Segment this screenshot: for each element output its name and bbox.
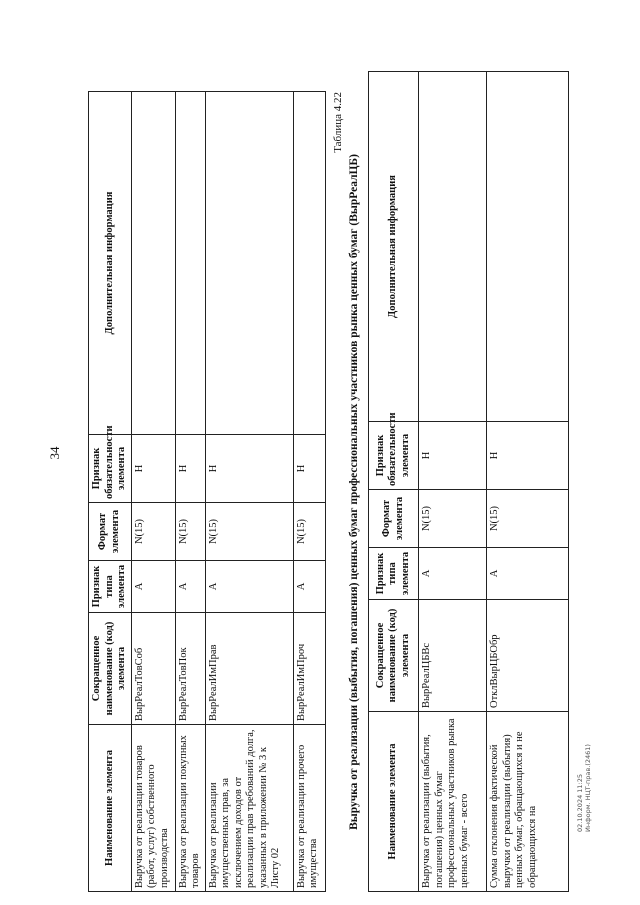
cell-type: А [419,548,487,600]
table-header-row [89,92,132,892]
cell-code: ВырРеалИмПрав [205,613,293,725]
header-code: Сокращенное наименование (код) элемента [369,600,419,712]
header-info: Дополнительная информация [89,92,132,435]
cell-required: Н [175,435,205,503]
cell-info [293,92,325,435]
cell-info [205,92,293,435]
cell-name: Сумма отклонения фактической выручки от реализации (выбытия) ценных бумаг, обращающихся и не обращающихся на [487,712,569,892]
table-row [293,92,325,892]
table-row [487,72,569,892]
cell-info [131,92,175,435]
header-format: Формат элемента [369,490,419,548]
cell-code: ВырРеалТовПок [175,613,205,725]
page-number: 34 [47,446,62,460]
table-number: Таблица 4.22 [332,92,344,153]
cell-format: N(15) [293,503,325,561]
header-format: Формат элемента [89,503,132,561]
table-elements-2 [368,71,569,892]
header-type: Признак типа элемента [369,548,419,600]
cell-format: N(15) [419,490,487,548]
cell-required: Н [487,422,569,490]
cell-type: А [175,561,205,613]
cell-name: Выручка от реализации прочего имущества [293,725,325,892]
cell-format: N(15) [205,503,293,561]
table-row [419,72,487,892]
cell-type: А [205,561,293,613]
stamp-line-1: 02.10.2024 11:25 [576,773,584,832]
cell-type: А [131,561,175,613]
cell-code: ВырРеалТовСоб [131,613,175,725]
header-code: Сокращенное наименование (код) элемента [89,613,132,725]
cell-info [487,72,569,422]
cell-required: Н [293,435,325,503]
cell-type: А [293,561,325,613]
header-name: Наименование элемента [89,725,132,892]
cell-name: Выручка от реализации имущественных прав, за исключением доходов от реализации прав требований долга, указанных в приложении № 3 к Листу 02 [205,725,293,892]
cell-name: Выручка от реализации товаров (работ, услуг) собственного производства [131,725,175,892]
stamp-line-2: Информ. НЦТ-прав.(2461) [584,744,592,832]
cell-required: Н [131,435,175,503]
cell-code: ОтклВырЦБОбр [487,600,569,712]
table-elements-1 [88,91,326,892]
table-row [205,92,293,892]
table-row [131,92,175,892]
table-row [175,92,205,892]
cell-type: А [487,548,569,600]
cell-info [419,72,487,422]
cell-format: N(15) [131,503,175,561]
document-stamp [576,744,592,832]
cell-name: Выручка от реализации покупных товаров [175,725,205,892]
cell-required: Н [205,435,293,503]
table-header-row [369,72,419,892]
cell-format: N(15) [175,503,205,561]
cell-format: N(15) [487,490,569,548]
table-title: Выручка от реализации (выбытия, погашения) ценных бумаг профессиональных участников рынка ценных бумаг (ВырРеалЦБ) [348,154,360,830]
cell-name: Выручка от реализации (выбытия, погашения) ценных бумаг профессиональных участников рынка ценных бумаг - всего [419,712,487,892]
cell-required: Н [419,422,487,490]
header-name: Наименование элемента [369,712,419,892]
header-info: Дополнительная информация [369,72,419,422]
header-required: Признак обязательности элемента [369,422,419,490]
cell-code: ВырРеалИмПроч [293,613,325,725]
header-required: Признак обязательности элемента [89,435,132,503]
cell-code: ВырРеалЦБВс [419,600,487,712]
cell-info [175,92,205,435]
header-type: Признак типа элемента [89,561,132,613]
